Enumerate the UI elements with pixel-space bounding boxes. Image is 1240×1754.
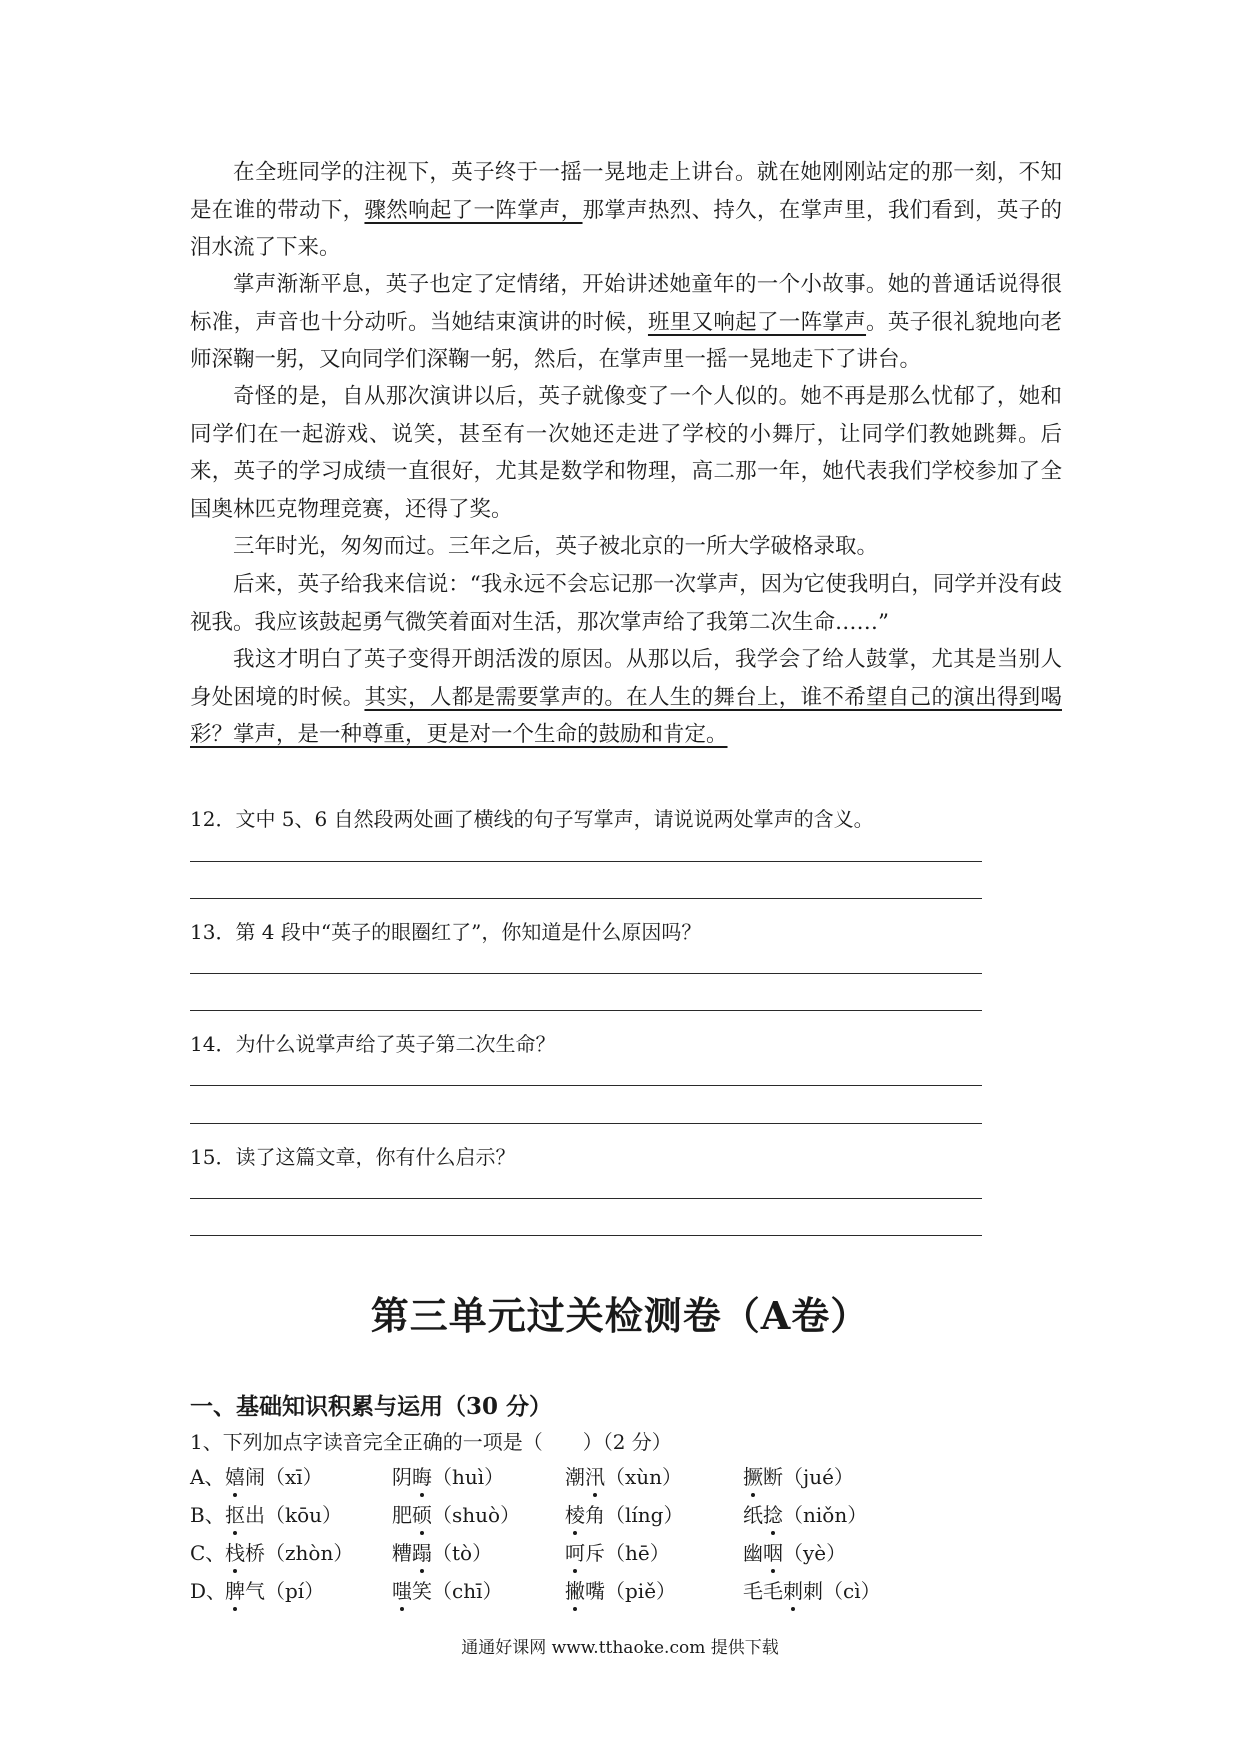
- dotted-character: 抠: [225, 1499, 245, 1528]
- option-item: 肥硕（shuò）: [392, 1499, 520, 1528]
- question-13: 13．第 4 段中“英子的眼圈红了”，你知道是什么原因吗？: [190, 920, 702, 944]
- option-label-c: C、: [190, 1541, 226, 1565]
- dotted-character: 脾: [225, 1575, 245, 1604]
- passage-paragraph-4: 三年时光，匆匆而过。三年之后，英子被北京的一所大学破格录取。: [233, 534, 879, 559]
- page-footer: 通通好课网 www.tthaoke.com 提供下载: [461, 1638, 779, 1658]
- dotted-character: 汛: [585, 1461, 605, 1490]
- option-item: 糟蹋（tò）: [392, 1537, 492, 1566]
- answer-line[interactable]: [190, 1198, 982, 1199]
- answer-line[interactable]: [190, 898, 982, 899]
- option-label-a: A、: [190, 1465, 225, 1489]
- answer-line[interactable]: [190, 1123, 982, 1124]
- dotted-character: 栈: [225, 1537, 245, 1566]
- paragraph-text: 掌声渐渐平息，英子也定了定情绪，开始讲述她童年的一个小故事。她的普通话说得很标准，声音也十分动听。当她结束演讲的时候，: [190, 272, 1062, 335]
- option-label-b: B、: [190, 1503, 225, 1527]
- answer-line[interactable]: [190, 1085, 982, 1086]
- dotted-character: 捻: [763, 1499, 783, 1528]
- dotted-character: 棱: [565, 1499, 585, 1528]
- option-item: 阴晦（huì）: [392, 1461, 504, 1490]
- option-item: 栈桥（zhòn）: [225, 1537, 353, 1566]
- question-12: 12．文中 5、6 自然段两处画了横线的句子写掌声，请说说两处掌声的含义。: [190, 807, 874, 831]
- paragraph-text: 那掌声热烈、持久，在掌声里，我们看到，英子的泪水流了下来。: [190, 197, 1062, 260]
- option-item: 纸捻（niǒn）: [743, 1499, 867, 1528]
- section-heading: 一、基础知识积累与运用（30 分）: [190, 1393, 553, 1420]
- answer-line[interactable]: [190, 973, 982, 974]
- question-1-stem: 1、下列加点字读音完全正确的一项是（ ）（2 分）: [190, 1430, 672, 1454]
- answer-line[interactable]: [190, 861, 982, 862]
- option-item: 撇嘴（piě）: [565, 1575, 676, 1604]
- dotted-character: 咽: [763, 1537, 783, 1566]
- dotted-character: 撇: [565, 1575, 585, 1604]
- passage-paragraph-2: [190, 266, 1062, 379]
- option-item: 嬉闹（xī）: [225, 1461, 323, 1490]
- passage-paragraph-3: 奇怪的是，自从那次演讲以后，英子就像变了一个人似的。她不再是那么忧郁了，她和同学们在一起游戏、说笑，甚至有一次她还走进了学校的小舞厅，让同学们教她跳舞。后来，英子的学习成绩一直很好，尤其是数学和物理，高二那一年，她代表我们学校参加了全国奥林匹克物理竞赛，还得了奖。: [190, 384, 1062, 522]
- dotted-character: 嬉: [225, 1461, 245, 1490]
- unit-title: 第三单元过关检测卷（A卷）: [370, 1293, 870, 1338]
- option-item: 呵斥（hē）: [565, 1537, 670, 1566]
- answer-line[interactable]: [190, 1235, 982, 1236]
- paragraph-text: 。英子很礼貌地向老师深鞠一躬，又向同学们深鞠一躬，然后，在掌声里一摇一晃地走下了讲台。: [190, 309, 1062, 372]
- passage-paragraph-1: [190, 154, 1062, 267]
- option-item: 嗤笑（chī）: [392, 1575, 502, 1604]
- underlined-sentence: 骤然响起了一阵掌声，: [364, 197, 583, 223]
- option-item: 脾气（pí）: [225, 1575, 324, 1604]
- dotted-character: 撅: [743, 1461, 763, 1490]
- answer-line[interactable]: [190, 1010, 982, 1011]
- underlined-sentence: 班里又响起了一阵掌声: [647, 309, 867, 335]
- question-14: 14．为什么说掌声给了英子第二次生命？: [190, 1032, 556, 1056]
- underlined-sentence: 其实，人都是需要掌声的。在人生的舞台上，谁不希望自己的演出得到喝彩？掌声，是一种尊重，更是对一个生命的鼓励和肯定。: [190, 684, 1062, 747]
- dotted-character: 硕: [412, 1499, 432, 1528]
- option-item: 抠出（kōu）: [225, 1499, 342, 1528]
- dotted-character: 晦: [412, 1461, 432, 1490]
- passage-paragraph-6: [190, 641, 1062, 754]
- option-item: 幽咽（yè）: [743, 1537, 846, 1566]
- question-15: 15．读了这篇文章，你有什么启示？: [190, 1145, 516, 1169]
- option-item: 棱角（líng）: [565, 1499, 683, 1528]
- option-label-d: D、: [190, 1579, 227, 1603]
- dotted-character: 呵: [565, 1537, 585, 1566]
- option-item: 潮汛（xùn）: [565, 1461, 682, 1490]
- dotted-character: 嗤: [392, 1575, 412, 1604]
- passage-paragraph-5: 后来，英子给我来信说：“我永远不会忘记那一次掌声，因为它使我明白，同学并没有歧视我。我应该鼓起勇气微笑着面对生活，那次掌声给了我第二次生命……”: [190, 572, 1062, 635]
- option-item: 撅断（jué）: [743, 1461, 854, 1490]
- option-item: 毛毛刺刺（cì）: [743, 1575, 881, 1604]
- paragraph-text: 在全班同学的注视下，英子终于一摇一晃地走上讲台。就在她刚刚站定的那一刻，不知是在谁的带动下，: [190, 160, 1062, 223]
- dotted-character: 蹋: [412, 1537, 432, 1566]
- paragraph-text: 我这才明白了英子变得开朗活泼的原因。从那以后，我学会了给人鼓掌，尤其是当别人身处困境的时候。: [190, 647, 1062, 710]
- dotted-character: 刺: [783, 1575, 803, 1604]
